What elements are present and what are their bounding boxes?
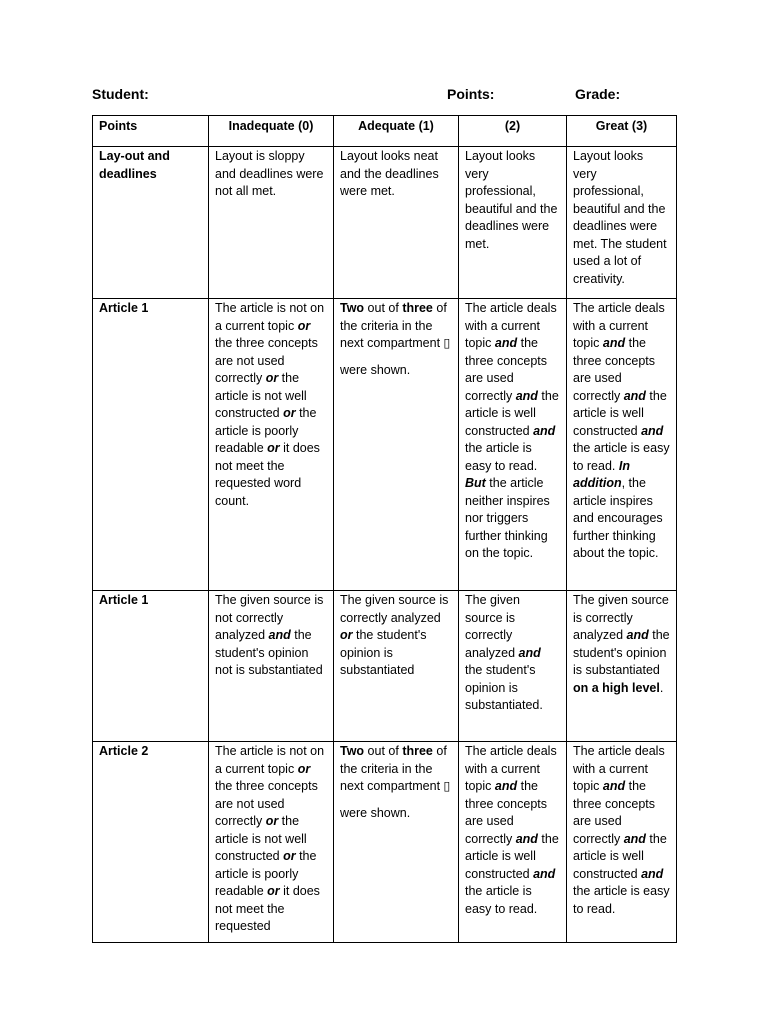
table-cell: The article deals with a current topic and the three concepts are used correctly and the article is well constructed and the article is easy to read. [459, 742, 567, 943]
table-cell: The given source is correctly analyzed and the student's opinion is substantiated. [459, 591, 567, 742]
table-cell: The article deals with a current topic and the three concepts are used correctly and the article is well constructed and the article is easy to read. [567, 742, 677, 943]
column-header-great: Great (3) [567, 116, 677, 147]
table-cell: The article deals with a current topic and the three concepts are used correctly and the article is well constructed and the article is easy to read. But the article neither inspires nor triggers further thinking on the topic. [459, 299, 567, 591]
table-cell: Layout looks very professional, beautiful and the deadlines were met. [459, 147, 567, 299]
table-cell: Layout is sloppy and deadlines were not all met. [209, 147, 334, 299]
grade-label: Grade: [575, 86, 621, 102]
row-label: Lay-out and deadlines [93, 147, 209, 299]
table-cell: Layout looks neat and the deadlines were met. [334, 147, 459, 299]
column-header-inadequate: Inadequate (0) [209, 116, 334, 147]
student-label: Student: [92, 86, 149, 102]
row-label: Article 2 [93, 742, 209, 943]
table-cell: Two out of three of the criteria in the next compartment ▯ were shown. [334, 742, 459, 943]
row-label: Article 1 [93, 591, 209, 742]
table-cell: Layout looks very professional, beautiful and the deadlines were met. The student used a lot of creativity. [567, 147, 677, 299]
rubric-table [92, 115, 677, 943]
table-header-row [93, 116, 677, 147]
points-label: Points: [447, 86, 495, 102]
column-header-points: Points [93, 116, 209, 147]
table-cell: The given source is not correctly analyzed and the student's opinion not is substantiated [209, 591, 334, 742]
table-row [93, 299, 677, 591]
column-header-2: (2) [459, 116, 567, 147]
table-cell: Two out of three of the criteria in the next compartment ▯ were shown. [334, 299, 459, 591]
table-cell: The given source is correctly analyzed or the student's opinion is substantiated [334, 591, 459, 742]
table-cell: The article is not on a current topic or the three concepts are not used correctly or the article is not well constructed or the article is poorly readable or it does not meet the requested [209, 742, 334, 943]
row-label: Article 1 [93, 299, 209, 591]
table-row [93, 147, 677, 299]
table-row [93, 742, 677, 943]
table-cell: The article is not on a current topic or the three concepts are not used correctly or the article is not well constructed or the article is poorly readable or it does not meet the requested word count. [209, 299, 334, 591]
table-cell: The given source is correctly analyzed and the student's opinion is substantiated on a high level. [567, 591, 677, 742]
column-header-adequate: Adequate (1) [334, 116, 459, 147]
table-row [93, 591, 677, 742]
table-cell: The article deals with a current topic and the three concepts are used correctly and the article is well constructed and the article is easy to read. In addition, the article inspires and encourages further thinking about the topic. [567, 299, 677, 591]
